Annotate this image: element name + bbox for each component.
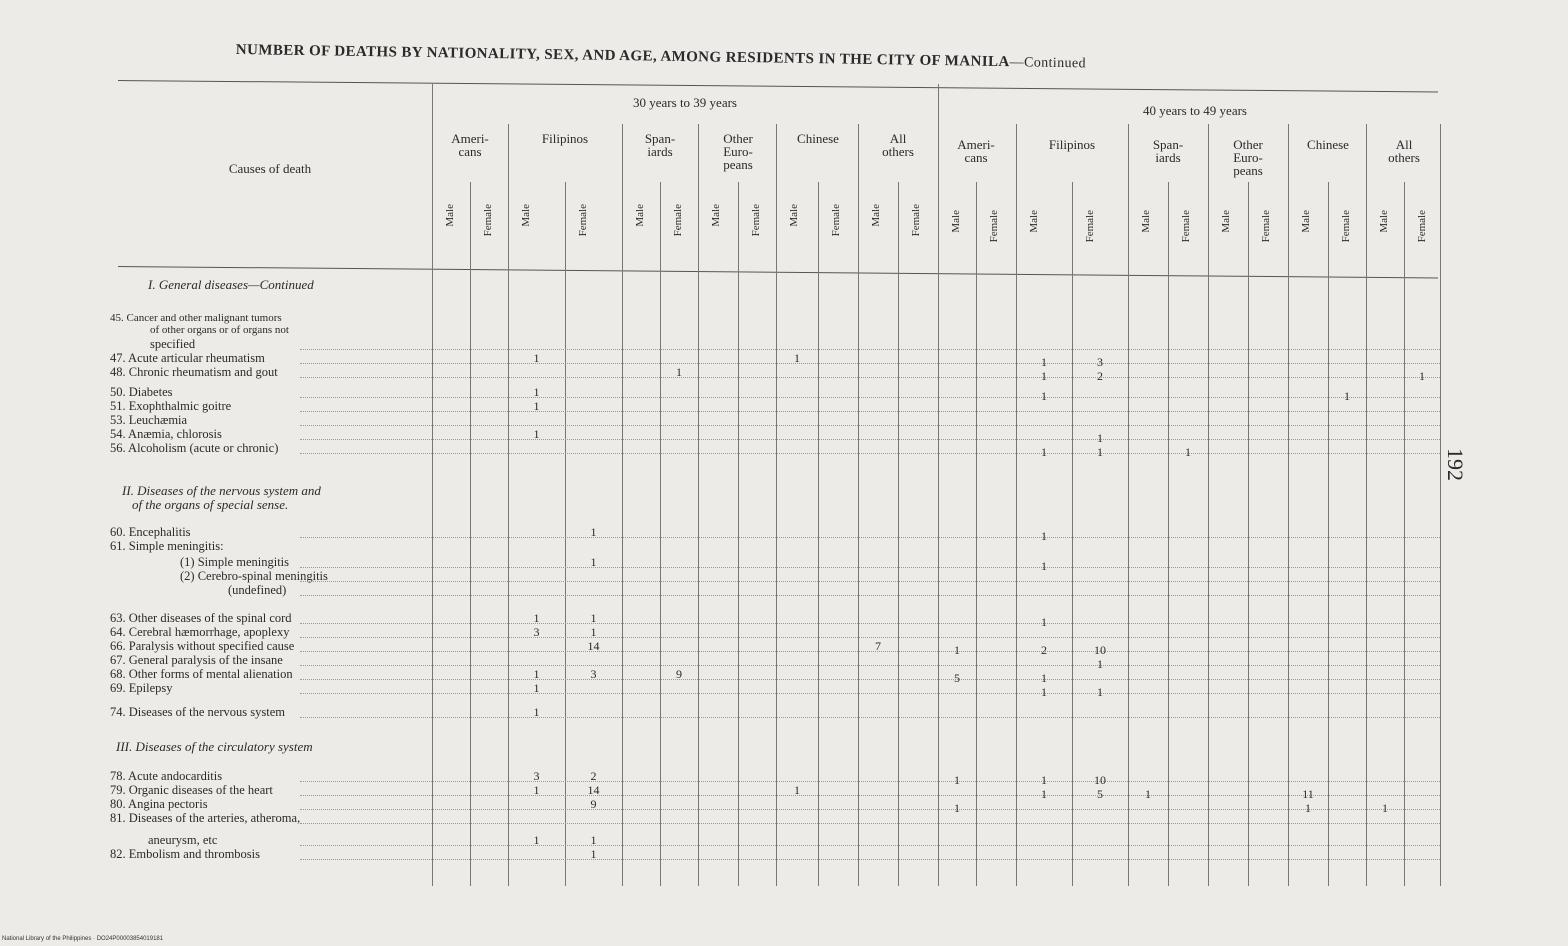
sex-header: Male xyxy=(1378,210,1390,233)
nationality-header: Filipinos xyxy=(541,131,589,146)
leader-dots xyxy=(300,567,1440,568)
table-cell: 3 xyxy=(533,625,540,639)
sex-header: Female xyxy=(482,204,494,237)
header-bottom-rule xyxy=(118,266,1438,279)
sex-header: Male xyxy=(788,204,800,227)
column-divider xyxy=(508,124,509,886)
table-cell: 1 xyxy=(590,611,597,625)
table-cell: 1 xyxy=(533,667,540,681)
table-top-rule xyxy=(118,80,1438,93)
column-divider xyxy=(432,84,433,886)
sex-header: Male xyxy=(444,204,456,227)
column-divider xyxy=(698,124,699,886)
table-cell: 1 xyxy=(533,399,540,413)
table-cell: 10 xyxy=(1094,773,1106,787)
table-cell: 1 xyxy=(533,427,540,441)
table-cell: 1 xyxy=(1097,431,1103,445)
cause-row-label: 48. Chronic rheumatism and gout xyxy=(110,365,278,379)
nationality-header: Chinese xyxy=(1307,137,1349,152)
sex-header: Female xyxy=(1416,210,1428,243)
table-cell: 1 xyxy=(1097,445,1103,459)
table-cell: 1 xyxy=(533,611,540,625)
table-cell: 1 xyxy=(590,847,597,861)
cause-row-label: (undefined) xyxy=(228,583,287,597)
table-cell: 1 xyxy=(533,705,540,719)
table-cell: 3 xyxy=(590,667,597,681)
cause-row-label: 80. Angina pectoris xyxy=(110,797,208,811)
table-cell: 5 xyxy=(1097,787,1103,801)
nationality-header: Span- iards xyxy=(644,131,676,159)
age-group-30-39: 30 years to 39 years xyxy=(633,95,737,110)
nationality-header: Chinese xyxy=(797,131,839,146)
cause-row-label: 67. General paralysis of the insane xyxy=(110,653,283,667)
cause-row-label: of other organs or of organs not xyxy=(150,324,289,336)
table-cell: 3 xyxy=(1097,355,1103,369)
table-cell: 1 xyxy=(1041,445,1047,459)
sex-header: Male xyxy=(870,204,882,227)
column-divider xyxy=(1440,124,1441,886)
footer-credit: National Library of the Philippines · DO24P00003854019181 xyxy=(2,936,164,942)
section-circulatory-system: III. Diseases of the circulatory system xyxy=(116,739,313,754)
table-cell: 1 xyxy=(954,801,960,815)
section-nervous-system-1: II. Diseases of the nervous system and xyxy=(122,483,321,498)
sex-header: Female xyxy=(1084,210,1096,243)
nationality-header: Ameri- cans xyxy=(451,131,489,159)
column-divider xyxy=(1016,124,1017,886)
leader-dots xyxy=(300,637,1440,638)
cause-row-label: 64. Cerebral hæmorrhage, apoplexy xyxy=(110,625,290,639)
leader-dots xyxy=(300,679,1440,680)
table-cell: 10 xyxy=(1094,643,1106,657)
leader-dots xyxy=(300,665,1440,666)
table-cell: 11 xyxy=(1302,787,1314,801)
leader-dots xyxy=(300,349,1440,350)
table-cell: 1 xyxy=(533,385,540,399)
title-text: NUMBER OF DEATHS BY NATIONALITY, SEX, AND AGE, AMONG RESIDENTS IN THE CITY OF MANILA xyxy=(235,42,1010,71)
table-cell: 1 xyxy=(1041,671,1047,685)
cause-row-label: aneurysm, etc xyxy=(148,833,218,847)
cause-row-label: 63. Other diseases of the spinal cord xyxy=(110,611,292,625)
nationality-header: Other Euro- peans xyxy=(1233,137,1263,178)
sex-header: Male xyxy=(950,210,962,233)
table-cell: 14 xyxy=(587,783,600,797)
leader-dots xyxy=(300,623,1440,624)
table-cell: 1 xyxy=(1041,615,1047,629)
cause-row-label: specified xyxy=(150,337,196,351)
cause-row-label: 51. Exophthalmic goitre xyxy=(110,399,232,413)
cause-row-label: 82. Embolism and thrombosis xyxy=(110,847,260,861)
column-divider xyxy=(1366,124,1367,886)
nationality-header: All others xyxy=(1388,137,1420,165)
section-nervous-system-2: of the organs of special sense. xyxy=(132,497,289,512)
table-cell: 3 xyxy=(533,769,540,783)
leader-dots xyxy=(300,453,1440,454)
table-cell: 1 xyxy=(590,525,597,539)
table-cell: 1 xyxy=(1097,657,1103,671)
table-cell: 9 xyxy=(676,667,682,681)
sex-header: Female xyxy=(988,210,1000,243)
table-cell: 1 xyxy=(1041,389,1047,403)
cause-row-label: 61. Simple meningitis: xyxy=(110,539,224,553)
sex-header: Male xyxy=(1300,210,1312,233)
leader-dots xyxy=(300,859,1440,860)
sex-header: Female xyxy=(910,204,922,237)
leader-dots xyxy=(300,397,1440,398)
sex-header: Female xyxy=(750,204,762,237)
sex-header: Female xyxy=(577,204,589,237)
table-cell: 1 xyxy=(1041,355,1047,369)
column-divider xyxy=(1288,124,1289,886)
table-cell: 1 xyxy=(1041,369,1047,383)
sex-header: Male xyxy=(520,204,532,227)
leader-dots xyxy=(300,363,1440,364)
nationality-header: Filipinos xyxy=(1048,137,1096,152)
cause-row-label: 81. Diseases of the arteries, atheroma, xyxy=(110,811,301,825)
section-general-diseases: I. General diseases—Continued xyxy=(148,277,314,292)
leader-dots xyxy=(300,809,1440,810)
leader-dots xyxy=(300,537,1440,538)
table-cell: 14 xyxy=(587,639,600,653)
leader-dots xyxy=(300,823,1440,824)
age-group-40-49: 40 years to 49 years xyxy=(1143,103,1247,118)
cause-row-label: 47. Acute articular rheumatism xyxy=(110,351,265,365)
leader-dots xyxy=(300,411,1440,412)
table-cell: 1 xyxy=(1041,787,1047,801)
table-cell: 1 xyxy=(1041,773,1047,787)
column-divider xyxy=(776,124,777,886)
sex-header: Female xyxy=(1340,210,1352,243)
table-cell: 1 xyxy=(533,681,540,695)
sex-header: Female xyxy=(1260,210,1272,243)
column-divider xyxy=(1128,124,1129,886)
table-cell: 1 xyxy=(1419,369,1425,383)
cause-row-label: 45. Cancer and other malignant tumors xyxy=(110,312,282,324)
sex-header: Male xyxy=(710,204,722,227)
leader-dots xyxy=(300,439,1440,440)
cause-row-label: 54. Anæmia, chlorosis xyxy=(110,427,222,441)
table-cell: 1 xyxy=(590,555,597,569)
table-cell: 2 xyxy=(590,769,597,783)
column-divider xyxy=(938,84,939,886)
table-cell: 1 xyxy=(1097,685,1103,699)
table-cell: 1 xyxy=(1041,685,1047,699)
leader-dots xyxy=(300,581,1440,582)
causes-header: Causes of death xyxy=(228,161,312,176)
table-cell: 1 xyxy=(533,351,540,365)
leader-dots xyxy=(300,425,1440,426)
sex-header: Female xyxy=(1180,210,1192,243)
sex-header: Male xyxy=(1220,210,1232,233)
leader-dots xyxy=(300,781,1440,782)
sex-header: Male xyxy=(634,204,646,227)
table-cell: 1 xyxy=(1382,801,1388,815)
table-cell: 1 xyxy=(676,365,682,379)
cause-row-label: 66. Paralysis without specified cause xyxy=(110,639,295,653)
nationality-header: Ameri- cans xyxy=(957,137,995,165)
sex-header: Male xyxy=(1028,210,1040,233)
cause-row-label: 50. Diabetes xyxy=(110,385,173,399)
table-cell: 7 xyxy=(875,639,881,653)
table-cell: 1 xyxy=(794,783,800,797)
sex-header: Female xyxy=(672,204,684,237)
table-cell: 1 xyxy=(590,625,597,639)
nationality-header: Span- iards xyxy=(1152,137,1184,165)
cause-row-label: 56. Alcoholism (acute or chronic) xyxy=(110,441,279,455)
cause-row-label: 74. Diseases of the nervous system xyxy=(110,705,285,719)
leader-dots xyxy=(300,595,1440,596)
cause-row-label: 78. Acute andocarditis xyxy=(110,769,223,783)
table-cell: 1 xyxy=(533,783,540,797)
table-cell: 9 xyxy=(590,797,597,811)
table-cell: 2 xyxy=(1097,369,1103,383)
table-cell: 1 xyxy=(954,643,960,657)
table-cell: 1 xyxy=(533,833,540,847)
table-cell: 1 xyxy=(1185,445,1191,459)
page-number: 192 xyxy=(1443,448,1468,481)
sex-header: Male xyxy=(1140,210,1152,233)
leader-dots xyxy=(300,717,1440,718)
cause-row-label: 53. Leuchæmia xyxy=(110,413,188,427)
leader-dots xyxy=(300,845,1440,846)
cause-row-label: 69. Epilepsy xyxy=(110,681,173,695)
cause-row-label: (2) Cerebro-spinal meningitis xyxy=(180,569,328,583)
table-cell: 1 xyxy=(1041,529,1047,543)
table-cell: 1 xyxy=(1344,389,1350,403)
sex-header: Female xyxy=(830,204,842,237)
nationality-header: Other Euro- peans xyxy=(723,131,753,172)
cause-row-label: 79. Organic diseases of the heart xyxy=(110,783,273,797)
table-cell: 1 xyxy=(1305,801,1311,815)
cause-row-label: 68. Other forms of mental alienation xyxy=(110,667,293,681)
table-cell: 5 xyxy=(954,671,960,685)
table-cell: 1 xyxy=(954,773,960,787)
column-divider xyxy=(622,124,623,886)
leader-dots xyxy=(300,693,1440,694)
nationality-header: All others xyxy=(882,131,914,159)
cause-row-label: (1) Simple meningitis xyxy=(180,555,290,569)
table-cell: 2 xyxy=(1041,643,1047,657)
column-divider xyxy=(858,124,859,886)
page-title xyxy=(236,42,1316,76)
column-divider xyxy=(1208,124,1209,886)
table-cell: 1 xyxy=(1145,787,1151,801)
table-cell: 1 xyxy=(590,833,597,847)
leader-dots xyxy=(300,795,1440,796)
table-cell: 1 xyxy=(794,351,800,365)
leader-dots xyxy=(300,377,1440,378)
cause-row-label: 60. Encephalitis xyxy=(110,525,191,539)
table-cell: 1 xyxy=(1041,559,1047,573)
title-suffix: —Continued xyxy=(1009,55,1087,72)
